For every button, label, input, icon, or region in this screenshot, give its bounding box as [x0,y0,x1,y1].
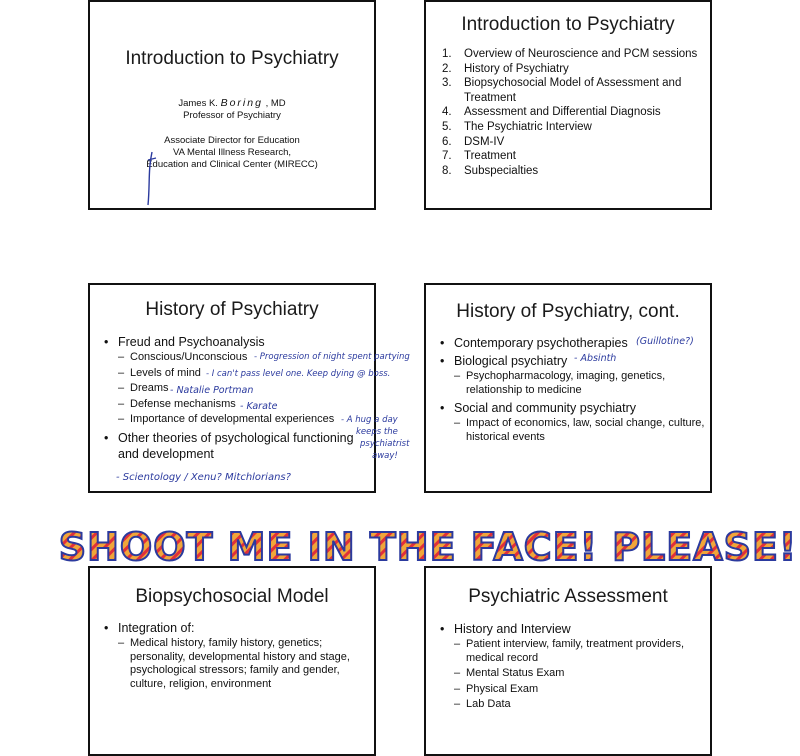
bullet-item [104,620,364,691]
bullet-list [440,335,708,447]
slide-title: History of Psychiatry, cont. [456,301,680,322]
sub-bullet-item: – Lab Data [454,698,700,712]
slide-title: Biopsychosocial Model [135,586,329,607]
handwritten-note-dreams: - Natalie Portman [170,385,254,396]
handwritten-note-hug-1: - A hug a day [341,415,398,425]
sub-bullet-item: – Defense mechanisms [118,398,372,412]
slide-title: History of Psychiatry [145,299,319,320]
outline-item: History of Psychiatry [464,62,569,75]
handwritten-note-hug-2: keeps the [356,427,398,437]
handwritten-note-defense: - Karate [240,401,278,412]
bullet-text: Social and community psychiatry [454,401,637,415]
bullet-item [104,334,372,427]
sub-bullet-item: – Impact of economics, law, social change, culture, historical events [454,417,708,444]
slide-assessment [424,566,712,756]
bullet-text: Integration of: [118,621,195,635]
sub-bullet-item: – Levels of mind [118,367,372,381]
bullet-item: • Other theories of psychological functioning and development [104,430,372,462]
slide-title: Introduction to Psychiatry [125,48,339,69]
slide-title-card [88,0,376,210]
bullet-text: History and Interview [454,622,571,636]
outline-item: Subspecialties [464,164,539,177]
handwritten-note-hug-4: away! [372,451,398,461]
sub-bullet-list [454,638,700,712]
sub-bullet-item: – Medical history, family history, genetics; personality, developmental history and stage, psychological stressors; family and gender, culture, religion, environment [118,637,364,691]
sub-bullet-list [454,417,708,444]
pen-scribble-mark [138,150,158,210]
bullet-text: Freud and Psychoanalysis [118,335,265,349]
slide-outline [424,0,712,210]
sub-bullet-item: – Patient interview, family, treatment providers, medical record [454,638,700,665]
author-suffix: , MD [262,98,286,109]
sub-bullet-item: – Conscious/Unconscious [118,351,372,365]
bullet-text: Biological psychiatry [454,354,568,368]
slide-history-cont [424,283,712,493]
sub-bullet-item: – Mental Status Exam [454,667,700,681]
sub-bullet-item: – Importance of developmental experiences [118,413,372,427]
slide-biopsychosocial [88,566,376,756]
handwritten-note-conscious: - Progression of night spent partying [254,352,410,362]
author-name: Boring [220,97,263,109]
outline-list [426,47,732,178]
handwritten-banner [58,522,798,572]
sub-bullet-item: – Physical Exam [454,683,700,697]
slide-title: Introduction to Psychiatry [461,14,675,35]
sub-bullet-item: – Dreams [118,382,372,396]
bullet-list [104,620,364,694]
sub-bullet-item: – Psychopharmacology, imaging, genetics, relationship to medicine [454,370,708,397]
banner-text: SHOOT ME IN THE FACE! PLEASE! [58,525,798,569]
outline-item: Assessment and Differential Diagnosis [464,106,661,119]
slide-title: Psychiatric Assessment [468,586,668,607]
sub-bullet-list [118,637,364,691]
author-role: Professor of Psychiatry [183,110,281,121]
bullet-item [440,400,708,444]
bullet-list [440,621,700,715]
sub-bullet-list [454,370,708,397]
author-org-2: Education and Clinical Center (MIRECC) [146,159,318,170]
author-org-1: VA Mental Illness Research, [172,147,292,158]
outline-item: The Psychiatric Interview [464,120,592,133]
author-position: Associate Director for Education [164,135,300,146]
handwritten-note-absinth: - Absinth [574,353,617,364]
handwritten-note-guillotine: (Guillotine?) [636,336,694,347]
bullet-item [440,621,700,712]
handwritten-note-scientology: - Scientology / Xenu? Mitchlorians? [116,472,291,483]
author-line [90,97,374,110]
handwritten-note-levels: - I can't pass level one. Keep dying @ boss. [206,369,391,379]
handwritten-note-hug-3: psychiatrist [360,439,410,449]
outline-item: DSM-IV [464,135,505,148]
outline-item: Overview of Neuroscience and PCM sessions [464,48,698,60]
outline-item: Treatment [464,150,516,163]
author-prefix: James K. [178,98,221,109]
bullet-item: • Contemporary psychotherapies [440,335,708,351]
outline-item: Biopsychosocial Model of Assessment and Treatment [464,77,682,104]
